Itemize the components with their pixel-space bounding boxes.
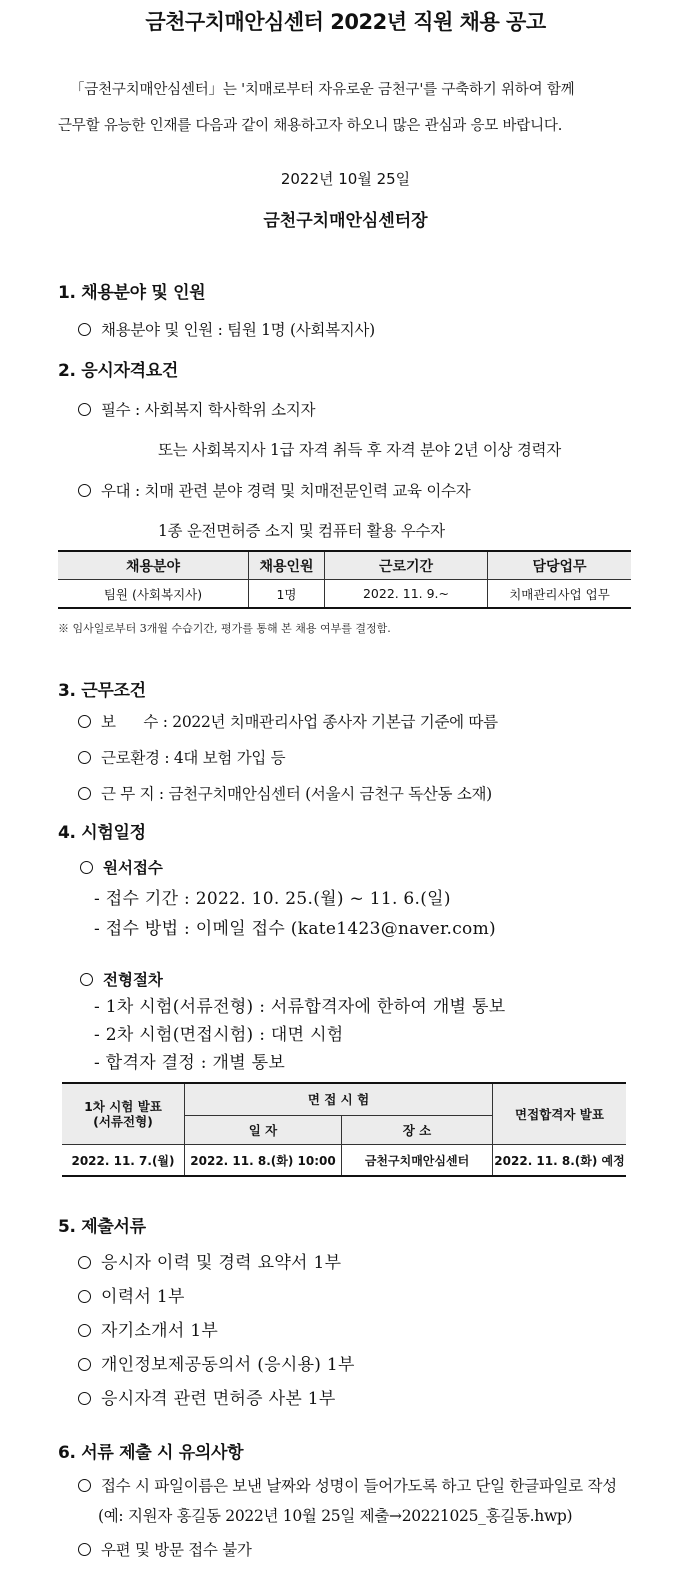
s4-procedure-step-1: - 1차 시험(서류전형) : 서류합격자에 한하여 개별 통보 xyxy=(94,997,506,1017)
circle-bullet-icon xyxy=(78,1256,91,1269)
circle-bullet-icon xyxy=(78,715,91,728)
table-header: 근로기간 xyxy=(325,551,488,580)
s4-sub-application-text: 원서접수 xyxy=(103,859,163,877)
s5-doc-item xyxy=(78,1316,218,1341)
s2-preferred xyxy=(78,479,470,501)
s5-doc-text: 이력서 1부 xyxy=(101,1287,185,1307)
s5-doc-text: 자기소개서 1부 xyxy=(101,1321,219,1341)
s2-required xyxy=(78,398,315,420)
s2-preferred-text: 우대 : 치매 관련 분야 경력 및 치매전문인력 교육 이수자 xyxy=(101,482,471,500)
s5-doc-text: 응시자격 관련 면허증 사본 1부 xyxy=(101,1389,336,1409)
circle-bullet-icon xyxy=(78,403,91,416)
table-header-first-exam: 1차 시험 발표 (서류전형) xyxy=(62,1083,185,1145)
s6-item-2-text: 우편 및 방문 접수 불가 xyxy=(101,1541,252,1559)
s2-required-cont: 또는 사회복지사 1급 자격 취득 후 자격 분야 2년 이상 경력자 xyxy=(158,441,561,459)
s4-procedure-step-3: - 합격자 결정 : 개별 통보 xyxy=(94,1053,286,1073)
s6-item-2 xyxy=(78,1538,252,1560)
table-cell: 1명 xyxy=(249,580,325,609)
section-6-heading: 6. 서류 제출 시 유의사항 xyxy=(58,1443,244,1463)
s2-preferred-cont: 1종 운전면허증 소지 및 컴퓨터 활용 우수자 xyxy=(158,522,445,540)
table-header: 채용인원 xyxy=(249,551,325,580)
circle-bullet-icon xyxy=(78,1392,91,1405)
s5-doc-item xyxy=(78,1350,355,1375)
s3-item-2 xyxy=(78,746,285,768)
s4-sub-procedure-text: 전형절차 xyxy=(103,971,163,989)
table-cell: 2022. 11. 7.(월) xyxy=(62,1145,185,1177)
probation-note: ※ 임사일로부터 3개월 수습기간, 평가를 통해 본 채용 여부를 결정함. xyxy=(58,622,391,635)
table-header-interview: 면 접 시 험 xyxy=(185,1083,493,1115)
s4-application-method: - 접수 방법 : 이메일 접수 (kate1423@naver.com) xyxy=(94,919,496,939)
s3-item-3 xyxy=(78,782,492,804)
table-header-row xyxy=(62,1083,626,1115)
table-cell: 2022. 11. 8.(화) 예정 xyxy=(493,1145,627,1177)
circle-bullet-icon xyxy=(80,861,93,874)
page-title: 금천구치매안심센터 2022년 직원 채용 공고 xyxy=(145,10,546,34)
intro-line-1: 「금천구치매안심센터」는 '치매로부터 자유로운 금천구'를 구축하기 위하여 함께 xyxy=(70,82,575,98)
circle-bullet-icon xyxy=(78,787,91,800)
schedule-table xyxy=(62,1082,626,1177)
recruitment-table xyxy=(58,550,631,609)
circle-bullet-icon xyxy=(78,1358,91,1371)
table-header-result: 면접합격자 발표 xyxy=(493,1083,627,1145)
s6-item-1-text: 접수 시 파일이름은 보낸 날짜와 성명이 들어가도록 하고 단일 한글파일로 작성 xyxy=(101,1477,617,1495)
circle-bullet-icon xyxy=(78,1479,91,1492)
s5-doc-item xyxy=(78,1282,185,1307)
s6-item-1-example: (예: 지원자 홍길동 2022년 10월 25일 제출→20221025_홍길동.hwp) xyxy=(98,1507,573,1525)
s3-item-1-text: 보 수 : 2022년 치매관리사업 종사자 기본급 기준에 따름 xyxy=(101,713,498,731)
circle-bullet-icon xyxy=(78,1324,91,1337)
intro-line-2: 근무할 유능한 인재를 다음과 같이 채용하고자 하오니 많은 관심과 응모 바랍니다. xyxy=(58,118,563,134)
section-1-heading: 1. 채용분야 및 인원 xyxy=(58,283,206,303)
s5-doc-text: 응시자 이력 및 경력 요약서 1부 xyxy=(101,1253,342,1273)
table-cell: 2022. 11. 9.~ xyxy=(325,580,488,609)
table-cell: 팀원 (사회복지사) xyxy=(58,580,249,609)
circle-bullet-icon xyxy=(78,323,91,336)
circle-bullet-icon xyxy=(78,1543,91,1556)
issuer: 금천구치매안심센터장 xyxy=(263,211,428,231)
table-header-place: 장 소 xyxy=(342,1115,493,1144)
s3-item-2-text: 근로환경 : 4대 보험 가입 등 xyxy=(101,749,286,767)
section-2-heading: 2. 응시자격요건 xyxy=(58,361,179,381)
s6-item-1 xyxy=(78,1474,617,1496)
circle-bullet-icon xyxy=(80,973,93,986)
notice-date: 2022년 10월 25일 xyxy=(280,170,411,188)
s3-item-1 xyxy=(78,710,498,732)
s4-sub-procedure xyxy=(80,968,163,990)
s4-sub-application xyxy=(80,856,163,878)
s5-doc-text: 개인정보제공동의서 (응시용) 1부 xyxy=(101,1355,355,1375)
table-cell: 2022. 11. 8.(화) 10:00 xyxy=(185,1145,342,1177)
section-5-heading: 5. 제출서류 xyxy=(58,1217,146,1237)
table-cell: 금천구치매안심센터 xyxy=(342,1145,493,1177)
table-header-date: 일 자 xyxy=(185,1115,342,1144)
circle-bullet-icon xyxy=(78,751,91,764)
section-4-heading: 4. 시험일정 xyxy=(58,823,146,843)
table-header: 담당업무 xyxy=(488,551,632,580)
circle-bullet-icon xyxy=(78,484,91,497)
table-cell: 치매관리사업 업무 xyxy=(488,580,632,609)
table-row xyxy=(58,580,631,609)
s3-item-3-text: 근 무 지 : 금천구치매안심센터 (서울시 금천구 독산동 소재) xyxy=(101,785,492,803)
s5-doc-item xyxy=(78,1248,341,1273)
s1-item xyxy=(78,318,375,340)
s4-procedure-step-2: - 2차 시험(면접시험) : 대면 시험 xyxy=(94,1025,344,1045)
s4-application-period: - 접수 기간 : 2022. 10. 25.(월) ~ 11. 6.(일) xyxy=(94,889,451,909)
table-header: 채용분야 xyxy=(58,551,249,580)
s2-required-text: 필수 : 사회복지 학사학위 소지자 xyxy=(101,401,316,419)
table-row xyxy=(62,1145,626,1177)
table-header-row xyxy=(58,551,631,580)
s1-item-text: 채용분야 및 인원 : 팀원 1명 (사회복지사) xyxy=(101,321,375,339)
section-3-heading: 3. 근무조건 xyxy=(58,681,146,701)
s5-doc-item xyxy=(78,1384,336,1409)
circle-bullet-icon xyxy=(78,1290,91,1303)
